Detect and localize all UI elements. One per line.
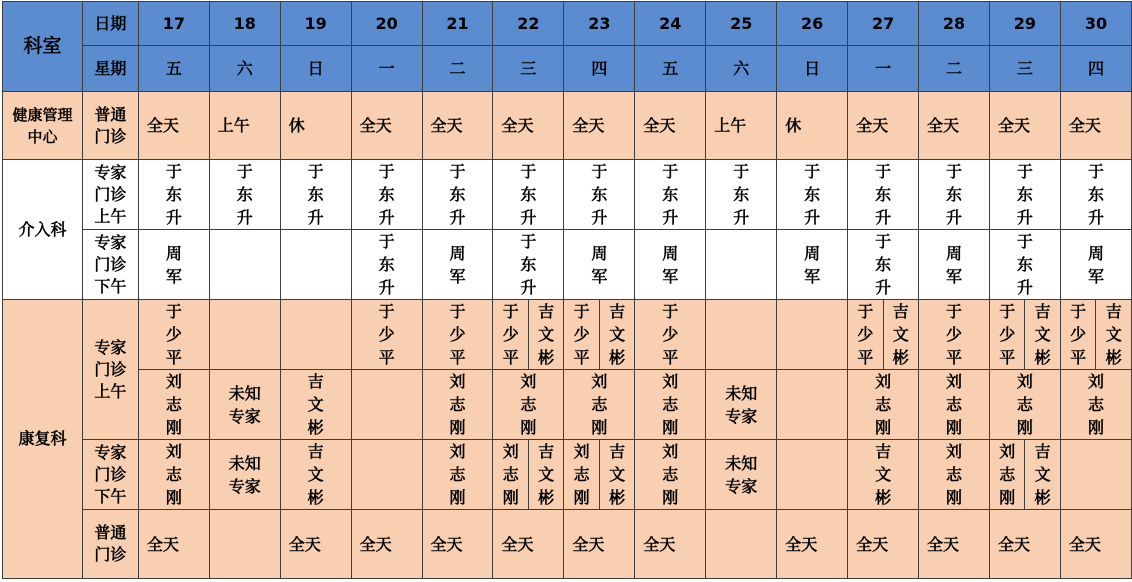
schedule-cell	[777, 300, 848, 370]
schedule-cell: 全天	[1060, 92, 1131, 160]
schedule-cell: 周 军	[138, 230, 209, 300]
schedule-row	[3, 230, 1132, 300]
schedule-cell: 全天	[919, 92, 990, 160]
date-cell: 21	[422, 2, 493, 46]
schedule-cell: 全天	[635, 92, 706, 160]
weekday-cell: 三	[493, 46, 564, 92]
schedule-cell: 未知 专家	[209, 440, 280, 510]
schedule-cell: 刘 志 刚 吉 文 彬	[564, 440, 635, 510]
schedule-cell: 全天	[422, 92, 493, 160]
schedule-cell: 周 军	[422, 230, 493, 300]
schedule-cell	[280, 300, 351, 370]
schedule-cell: 未知 专家	[209, 370, 280, 440]
schedule-cell: 于 少 平	[422, 300, 493, 370]
schedule-cell	[209, 230, 280, 300]
schedule-cell: 刘 志 刚	[138, 370, 209, 440]
weekday-cell: 日	[280, 46, 351, 92]
date-cell: 19	[280, 2, 351, 46]
schedule-cell: 于 东 升	[422, 160, 493, 230]
header-weekday-row	[3, 46, 1132, 92]
schedule-cell: 未知 专家	[706, 440, 777, 510]
schedule-cell: 全天	[564, 510, 635, 579]
schedule-cell: 上午	[706, 92, 777, 160]
schedule-cell: 刘 志 刚	[138, 440, 209, 510]
schedule-cell: 刘 志 刚	[422, 440, 493, 510]
schedule-cell	[280, 230, 351, 300]
schedule-cell: 全天	[351, 510, 422, 579]
schedule-cell: 于 东 升	[989, 230, 1060, 300]
schedule-cell: 全天	[493, 92, 564, 160]
weekday-label: 星期	[82, 46, 138, 92]
weekday-cell: 五	[635, 46, 706, 92]
date-cell: 29	[989, 2, 1060, 46]
schedule-body	[3, 2, 1132, 579]
weekday-cell: 六	[706, 46, 777, 92]
schedule-cell: 于 东 升	[564, 160, 635, 230]
schedule-cell: 全天	[635, 510, 706, 579]
schedule-cell: 于 东 升	[848, 230, 919, 300]
date-cell: 28	[919, 2, 990, 46]
row-label: 专家 门诊 下午	[82, 440, 138, 510]
schedule-cell: 全天	[777, 510, 848, 579]
schedule-cell: 刘 志 刚	[919, 370, 990, 440]
schedule-cell: 刘 志 刚	[635, 440, 706, 510]
schedule-row	[3, 160, 1132, 230]
schedule-cell: 休	[777, 92, 848, 160]
date-cell: 17	[138, 2, 209, 46]
schedule-cell	[209, 300, 280, 370]
weekday-cell: 日	[777, 46, 848, 92]
schedule-cell: 于 少 平	[351, 300, 422, 370]
schedule-cell: 于 少 平	[138, 300, 209, 370]
schedule-cell: 刘 志 刚	[919, 440, 990, 510]
schedule-cell: 全天	[989, 510, 1060, 579]
schedule-cell: 全天	[422, 510, 493, 579]
schedule-cell: 全天	[351, 92, 422, 160]
dept-name: 康复科	[3, 300, 83, 579]
date-cell: 24	[635, 2, 706, 46]
schedule-cell: 刘 志 刚	[989, 370, 1060, 440]
schedule-cell: 于 东 升	[848, 160, 919, 230]
date-cell: 20	[351, 2, 422, 46]
schedule-row	[3, 300, 1132, 370]
schedule-cell: 于 少 平 吉 文 彬	[989, 300, 1060, 370]
schedule-cell: 周 军	[564, 230, 635, 300]
dept-name: 健康管理 中心	[3, 92, 83, 160]
schedule-cell: 周 军	[635, 230, 706, 300]
schedule-cell: 于 东 升	[351, 160, 422, 230]
schedule-cell: 刘 志 刚 吉 文 彬	[493, 440, 564, 510]
schedule-cell: 全天	[564, 92, 635, 160]
weekday-cell: 一	[351, 46, 422, 92]
schedule-cell	[209, 510, 280, 579]
schedule-cell: 全天	[1060, 510, 1131, 579]
schedule-cell: 于 东 升	[777, 160, 848, 230]
weekday-cell: 六	[209, 46, 280, 92]
schedule-cell: 于 少 平 吉 文 彬	[848, 300, 919, 370]
schedule-cell: 于 东 升	[1060, 160, 1131, 230]
schedule-row	[3, 510, 1132, 579]
date-cell: 25	[706, 2, 777, 46]
schedule-table	[2, 1, 1132, 579]
schedule-cell: 全天	[848, 510, 919, 579]
schedule-cell: 于 少 平	[635, 300, 706, 370]
row-label: 专家 门诊 下午	[82, 230, 138, 300]
schedule-cell: 于 东 升	[209, 160, 280, 230]
schedule-cell: 周 军	[1060, 230, 1131, 300]
schedule-cell: 吉 文 彬	[848, 440, 919, 510]
schedule-cell: 于 东 升	[493, 230, 564, 300]
date-label: 日期	[82, 2, 138, 46]
row-label: 专家 门诊 上午	[82, 160, 138, 230]
schedule-cell: 于 东 升	[138, 160, 209, 230]
schedule-cell: 上午	[209, 92, 280, 160]
schedule-cell: 于 东 升	[989, 160, 1060, 230]
row-label: 专家 门诊 上午	[82, 300, 138, 440]
schedule-cell	[706, 230, 777, 300]
weekday-cell: 二	[422, 46, 493, 92]
schedule-cell	[351, 370, 422, 440]
schedule-cell: 刘 志 刚	[422, 370, 493, 440]
row-label: 普通 门诊	[82, 92, 138, 160]
row-label: 普通 门诊	[82, 510, 138, 579]
schedule-cell: 于 少 平 吉 文 彬	[493, 300, 564, 370]
schedule-cell: 于 东 升	[706, 160, 777, 230]
date-cell: 26	[777, 2, 848, 46]
schedule-row	[3, 370, 1132, 440]
schedule-cell	[706, 510, 777, 579]
schedule-cell	[777, 440, 848, 510]
schedule-cell: 于 少 平	[919, 300, 990, 370]
dept-header: 科室	[3, 2, 83, 92]
schedule-cell: 全天	[280, 510, 351, 579]
schedule-cell: 周 军	[919, 230, 990, 300]
schedule-cell	[777, 370, 848, 440]
schedule-cell: 于 东 升	[635, 160, 706, 230]
header-date-row	[3, 2, 1132, 46]
schedule-row	[3, 440, 1132, 510]
schedule-cell	[351, 440, 422, 510]
schedule-cell: 周 军	[777, 230, 848, 300]
date-cell: 30	[1060, 2, 1131, 46]
schedule-cell: 全天	[493, 510, 564, 579]
weekday-cell: 二	[919, 46, 990, 92]
schedule-cell: 刘 志 刚	[848, 370, 919, 440]
dept-name: 介入科	[3, 160, 83, 300]
schedule-row	[3, 92, 1132, 160]
schedule-cell	[1060, 440, 1131, 510]
schedule-cell: 于 东 升	[919, 160, 990, 230]
weekday-cell: 四	[564, 46, 635, 92]
date-cell: 27	[848, 2, 919, 46]
schedule-cell: 刘 志 刚 吉 文 彬	[989, 440, 1060, 510]
schedule-cell: 刘 志 刚	[635, 370, 706, 440]
weekday-cell: 三	[989, 46, 1060, 92]
date-cell: 23	[564, 2, 635, 46]
schedule-cell: 全天	[989, 92, 1060, 160]
date-cell: 22	[493, 2, 564, 46]
schedule-cell: 休	[280, 92, 351, 160]
schedule-cell: 刘 志 刚	[1060, 370, 1131, 440]
schedule-cell: 全天	[848, 92, 919, 160]
schedule-cell: 于 东 升	[493, 160, 564, 230]
schedule-cell: 于 东 升	[351, 230, 422, 300]
schedule-cell: 全天	[138, 510, 209, 579]
weekday-cell: 一	[848, 46, 919, 92]
schedule-cell: 吉 文 彬	[280, 370, 351, 440]
schedule-cell: 于 少 平 吉 文 彬	[1060, 300, 1131, 370]
schedule-cell: 于 东 升	[280, 160, 351, 230]
schedule-cell: 刘 志 刚	[564, 370, 635, 440]
schedule-cell: 全天	[919, 510, 990, 579]
weekday-cell: 四	[1060, 46, 1131, 92]
schedule-cell: 吉 文 彬	[280, 440, 351, 510]
weekday-cell: 五	[138, 46, 209, 92]
schedule-cell	[706, 300, 777, 370]
schedule-cell: 未知 专家	[706, 370, 777, 440]
schedule-cell: 全天	[138, 92, 209, 160]
schedule-cell: 于 少 平 吉 文 彬	[564, 300, 635, 370]
date-cell: 18	[209, 2, 280, 46]
schedule-cell: 刘 志 刚	[493, 370, 564, 440]
